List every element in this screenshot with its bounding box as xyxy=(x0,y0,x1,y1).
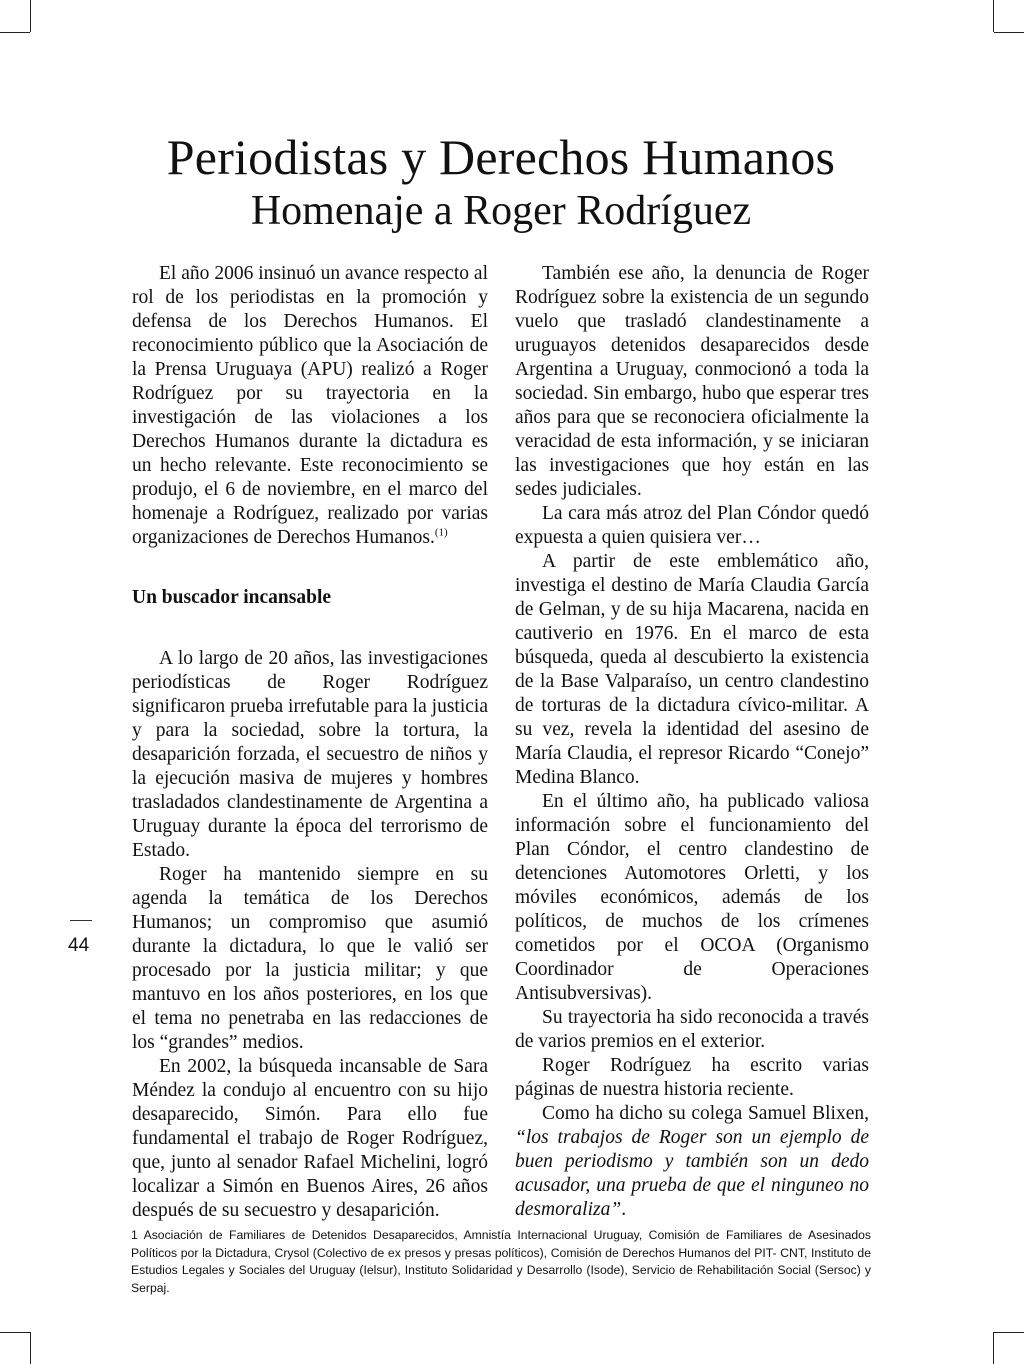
crop-mark xyxy=(994,32,1024,33)
page-subtitle: Homenaje a Roger Rodríguez xyxy=(250,188,752,234)
paragraph: En el último año, ha publicado valiosa información sobre el funcionamiento del Plan Cóndor, el centro clandestino de detenciones Automotores Orletti, y los móviles económicos, además de los políticos, de muchos de los crímenes cometidos por el OCOA (Organismo Coordinador de Operaciones Antisubversivas). xyxy=(515,791,869,1004)
quote: “los trabajos de Roger son un ejemplo de buen periodismo y también son un dedo acusador, una prueba de que el ninguneo no desmoraliza” xyxy=(515,1127,869,1220)
footnote: 1 Asociación de Familiares de Detenidos Desaparecidos, Amnistía Internacional Uruguay, Comisión de Familiares de Asesinados Políticos por la Dictadura, Crysol (Colectivo de ex presos y presas políticos), Comisión de Derechos Humanos del PIT- CNT, Instituto de Estudios Legales y Sociales del Uruguay (Ielsur), Instituto Solidaridad y Desarrollo (Isode), Servicio de Rehabilitación Social (Sersoc) y Serpaj. xyxy=(131,1228,871,1295)
page-number: 44 xyxy=(68,935,90,956)
crop-mark xyxy=(30,1332,31,1364)
paragraph: Roger Rodríguez ha escrito varias páginas de nuestra historia reciente. xyxy=(515,1055,869,1100)
crop-mark xyxy=(994,1332,1024,1333)
left-column xyxy=(132,262,488,1223)
section-heading: Un buscador incansable xyxy=(132,587,332,608)
crop-mark xyxy=(993,1332,994,1364)
quote-intro: Como ha dicho su colega Samuel Blixen, xyxy=(542,1103,869,1124)
paragraph xyxy=(132,262,488,550)
right-column xyxy=(515,262,869,1222)
page-number-rule xyxy=(70,920,92,921)
paragraph: Su trayectoria ha sido reconocida a través de varios premios en el exterior. xyxy=(515,1007,869,1052)
paragraph: A lo largo de 20 años, las investigaciones periodísticas de Roger Rodríguez significaron prueba irrefutable para la justicia y para la sociedad, sobre la tortura, la desaparición forzada, el secuestro de niños y la ejecución masiva de mujeres y hombres trasladados clandestinamente de Argentina a Uruguay durante la época del terrorismo de Estado. xyxy=(132,648,488,861)
quote-end: . xyxy=(621,1199,627,1220)
paragraph xyxy=(515,1102,869,1222)
paragraph: La cara más atroz del Plan Cóndor quedó expuesta a quien quisiera ver… xyxy=(515,503,869,548)
page-title: Periodistas y Derechos Humanos xyxy=(166,129,836,185)
crop-mark xyxy=(0,32,30,33)
crop-mark xyxy=(30,0,31,32)
paragraph: Roger ha mantenido siempre en su agenda la temática de los Derechos Humanos; un compromiso que asumió durante la dictadura, lo que le valió ser procesado por la justicia militar; y que mantuvo en los años posteriores, en los que el tema no penetraba en las redacciones de los “grandes” medios. xyxy=(132,864,488,1053)
footnote-ref: (1) xyxy=(434,526,448,539)
crop-mark xyxy=(993,0,994,32)
crop-mark xyxy=(0,1332,30,1333)
title-block xyxy=(0,128,1002,236)
paragraph-text: El año 2006 insinuó un avance respecto al rol de los periodistas en la promoción y defensa de los Derechos Humanos. El reconocimiento público que la Asociación de la Prensa Uruguaya (APU) realizó a Roger Rodríguez por su trayectoria en la investigación de las violaciones a los Derechos Humanos durante la dictadura es un hecho relevante. Este reconocimiento se produjo, el 6 de noviembre, en el marco del homenaje a Rodríguez, realizado por varias organizaciones de Derechos Humanos. xyxy=(132,263,488,548)
paragraph: En 2002, la búsqueda incansable de Sara Méndez la condujo al encuentro con su hijo desaparecido, Simón. Para ello fue fundamental el trabajo de Roger Rodríguez, que, junto al senador Rafael Michelini, logró localizar a Simón en Buenos Aires, 26 años después de su secuestro y desaparición. xyxy=(132,1056,488,1221)
paragraph: A partir de este emblemático año, investiga el destino de María Claudia García de Gelman, y de su hija Macarena, nacida en cautiverio en 1976. En el marco de esta búsqueda, queda al descubierto la existencia de la Base Valparaíso, un centro clandestino de torturas de la dictadura cívico-militar. A su vez, revela la identidad del asesino de María Claudia, el represor Ricardo “Conejo” Medina Blanco. xyxy=(515,551,869,788)
paragraph: También ese año, la denuncia de Roger Rodríguez sobre la existencia de un segundo vuelo que trasladó clandestinamente a uruguayos detenidos desaparecidos desde Argentina a Uruguay, conmocionó a toda la sociedad. Sin embargo, hubo que esperar tres años para que se reconociera oficialmente la veracidad de esta información, y se iniciaran las investigaciones que hoy están en las sedes judiciales. xyxy=(515,263,869,500)
